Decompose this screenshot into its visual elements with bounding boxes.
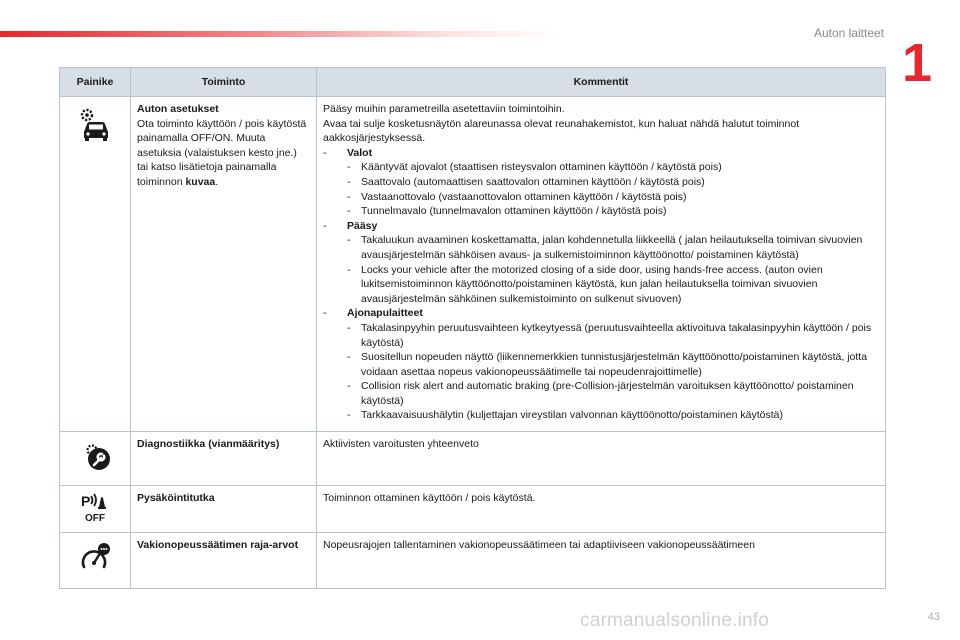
- comment-cell: [317, 97, 886, 432]
- comment-intro: Pääsy muihin parametreilla asetettaviin toimintoihin.: [323, 103, 565, 115]
- list-item: - Kääntyvät ajovalot (staattisen risteysvalon ottaminen käyttöön / käytöstä pois): [347, 161, 722, 174]
- column-header-button: Painike: [60, 68, 131, 97]
- list-item: - Tarkkaavaisuushälytin (kuljettajan vireystilan valvonnan käyttöönotto/poistaminen käytöstä): [347, 409, 783, 422]
- comment-intro-2: Avaa tai sulje kosketusnäytön alareunassa olevat reunahakemistot, kun haluat nähdä halutut toiminnot aakkosjärjestyksessä.: [323, 117, 800, 145]
- function-title: Diagnostiikka (vianmääritys): [137, 438, 280, 451]
- group-heading: - Ajonapulaitteet: [323, 307, 423, 320]
- icon-cell: [60, 432, 131, 486]
- diagnostics-wrench-icon: [75, 440, 115, 472]
- off-label: OFF: [85, 512, 105, 524]
- list-item: - Saattovalo (automaattisen saattovalon ottaminen käyttöön / käytöstä pois): [347, 175, 705, 188]
- list-item: - Vastaanottovalo (vastaanottovalon ottaminen käyttöön / käytöstä pois): [347, 190, 687, 203]
- function-cell: [131, 533, 317, 589]
- table-row: [60, 485, 886, 533]
- column-header-function: Toiminto: [131, 68, 317, 97]
- speed-limit-memory-icon: [75, 541, 115, 575]
- settings-table: [59, 67, 886, 589]
- list-item: - Takaluukun avaaminen koskettamatta, jalan kohdennetulla liikkeellä ( jalan heilautuksella toimivan sivuovien avausjärjestelmän sähköisen avaus- ja sulkemistoiminnon käyttöönotto/ poistaminen käytöstä): [347, 234, 863, 261]
- list-item: - Collision risk alert and automatic braking (pre-Collision-järjestelmän varoituksen käyttöönotto/ poistaminen käytöstä): [347, 380, 854, 407]
- list-item: - Takalasinpyyhin peruutusvaihteen kytkeytyessä (peruutusvaihteella aktivoituva takalasinpyyhin käyttöön / pois käytöstä): [347, 321, 872, 349]
- page-number: 43: [927, 611, 940, 623]
- icon-cell: [60, 97, 131, 432]
- comment-text: Nopeusrajojen tallentaminen vakionopeussäätimeen tai adaptiiviseen vakionopeussäätimeen: [323, 539, 755, 552]
- function-description-bold: kuvaa: [185, 175, 216, 188]
- function-title: Pysäköintitutka: [137, 491, 215, 504]
- table-header-row: [60, 68, 886, 97]
- comment-cell: [317, 485, 886, 533]
- comment-text: Aktiivisten varoitusten yhteenveto: [323, 438, 479, 451]
- function-cell: [131, 485, 317, 533]
- comment-text: Toiminnon ottaminen käyttöön / pois käytöstä.: [323, 491, 536, 504]
- parking-sensor-off-icon: [75, 490, 115, 524]
- comment-cell: [317, 432, 886, 486]
- table-row: [60, 432, 886, 486]
- group-heading: - Valot: [323, 146, 373, 159]
- table-row: [60, 97, 886, 432]
- group-heading: - Pääsy: [323, 219, 378, 232]
- chapter-digit: 1: [902, 33, 933, 93]
- chapter-number: [902, 33, 938, 93]
- column-header-comments: Kommentit: [317, 68, 886, 97]
- section-title: Auton laitteet: [813, 26, 884, 40]
- svg-text:P: P: [81, 492, 91, 509]
- function-title: Auton asetukset: [137, 103, 219, 115]
- watermark: carmanualsonline.info: [580, 610, 770, 631]
- list-item: - Suositellun nopeuden näyttö (liikennemerkkien tunnistusjärjestelmän käyttöönotto/poistaminen käytöstä, jotta voidaan asettaa nopeus vakionopeussäätimelle tai nopeudenrajoittimelle): [347, 351, 868, 378]
- comment-cell: [317, 533, 886, 589]
- function-title: Vakionopeussäätimen raja-arvot: [137, 539, 299, 552]
- icon-cell: [60, 485, 131, 533]
- list-item: - Locks your vehicle after the motorized closing of a side door, using hands-free access. (auton ovien lukitsemistoiminnon käyttöönotto/poistaminen käytöstä, kun jalan heilautuksella toimivan sivuovien avausjärjestelmän sähköinen sulkemistoiminto on sulkenut sivuoven): [347, 263, 823, 305]
- function-description-end: .: [215, 175, 219, 188]
- table-row: [60, 533, 886, 589]
- list-item: - Tunnelmavalo (tunnelmavalon ottaminen käyttöön / käytöstä pois): [347, 205, 667, 218]
- car-settings-icon: [75, 105, 115, 145]
- function-cell: [131, 97, 317, 432]
- header-accent-bar: [0, 31, 560, 37]
- function-description: Ota toiminto käyttöön / pois käytöstä painamalla OFF/ON. Muuta asetuksia (valaistuksen kesto jne.) tai katso lisätietoja painamalla toiminnon: [137, 117, 307, 188]
- icon-cell: [60, 533, 131, 589]
- function-cell: [131, 432, 317, 486]
